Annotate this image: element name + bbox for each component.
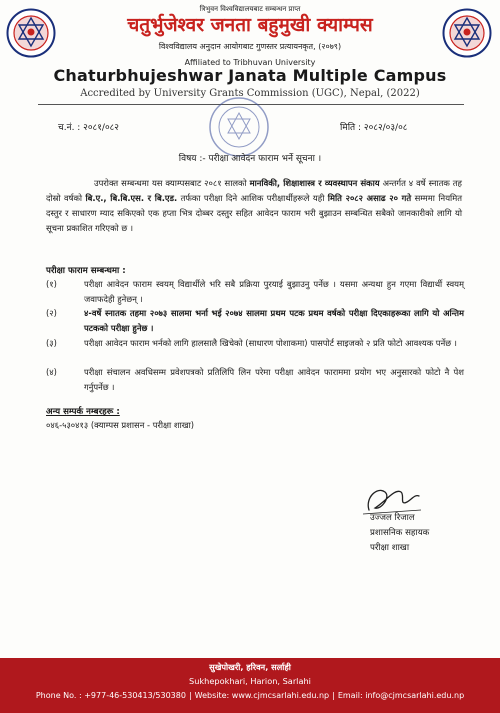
reference-number: च.नं. : २०८१/०८२: [58, 123, 119, 133]
footer-address-ne: सुखेपोखरी, हरिवन, सर्लाही: [209, 662, 291, 672]
list-item-number: (४): [46, 367, 57, 377]
para-text: तर्फका परीक्षा दिने आशिक परीक्षार्थीहरूले यही: [177, 193, 328, 203]
para-text: अन्तर्गत ४ वर्षे स्नातक तह दोस्रो वर्षको: [46, 178, 462, 203]
approval-line: विश्वविद्यालय अनुदान आयोगबाट गुणस्तर प्रत्यायनकृत, (२०७९): [158, 42, 342, 51]
university-emblem-icon: [442, 8, 492, 58]
footer-bar: [0, 658, 500, 713]
signatory-title: प्रशासनिक सहायक: [370, 528, 430, 538]
footer-phone: Phone No. : +977-46-530413/530380: [35, 691, 186, 700]
affiliation-line-ne: त्रिभुवन विश्वविद्यालयबाट सम्बन्धन प्राप्त: [199, 5, 301, 13]
list-item-text: परीक्षा संचालन अवधिसम्म प्रवेशपत्रको प्रतिलिपि लिन परेमा परीक्षा आवेदन फाराममा प्रयोग भए अनुसारको फोटो नै पेश गर्नुपर्नेछ ।: [84, 367, 464, 392]
list-item-text: परीक्षा आवेदन फाराम स्वयम् विद्यार्थीले भरि सबै प्रक्रिया पुरयाई बुझाउनु पर्नेछ । यसमा अन्यथा हुन गएमा विद्यार्थी स्वयम् जवाफदेही हुनेछन् ।: [84, 279, 464, 304]
subject-line: विषय :- परीक्षा आवेदन फाराम भर्ने सूचना ।: [178, 154, 322, 164]
footer-separator: |: [188, 691, 192, 700]
footer-website-link[interactable]: Website: www.cjmcsarlahi.edu.np: [194, 691, 330, 700]
contact-heading: अन्य सम्पर्क नम्बरहरू :: [46, 407, 120, 417]
para-faculties: मानविकी, शिक्षाशास्त्र र व्यवस्थापन संकाय: [249, 178, 380, 188]
accreditation-line: Accredited by University Grants Commission (UGC), Nepal, (2022): [80, 88, 420, 99]
contact-number: ०४६-५३०४१३ (क्याम्पस प्रशासन - परीक्षा शाखा): [46, 420, 195, 430]
list-item-number: (३): [46, 338, 57, 348]
footer-separator: |: [332, 691, 335, 700]
list-item-text: परीक्षा आवेदन फाराम भर्नको लागि हालसालै खिचेको (साधारण पोशाकमा) पासपोर्ट साइजको २ प्रति फोटो आवश्यक पर्नेछ ।: [84, 338, 457, 348]
official-stamp-icon: [208, 96, 270, 158]
list-item-number: (२): [46, 308, 57, 318]
list-item-text: ४-वर्षे स्नातक तहमा २०७३ सालमा भर्ना भई २०७४ सालमा प्रथम पटक प्रथम वर्षको परीक्षा दिएकाहरूका लागि यो अन्तिम पटकको परीक्षा हुनेछ ।: [84, 308, 464, 333]
college-name-ne: चतुर्भुजेश्वर जनता बहुमुखी क्याम्पस: [127, 14, 373, 36]
para-deadline: मिति २०८२ असाढ २० गते: [327, 193, 412, 203]
college-name-en: Chaturbhujeshwar Janata Multiple Campus: [53, 66, 447, 85]
affiliation-line-en: Affiliated to Tribhuvan University: [184, 58, 316, 67]
notice-paragraph: [46, 176, 462, 236]
para-text: सम्ममा नियमित दस्तुर र साधारण म्याद सकिएको एक हप्ता भित्र दोब्बर दस्तुर सहित आवेदन फाराम भरी बुझाउन सम्बन्धित सबैको जानकारीको लागि यो सूचना प्रकाशित गरिएको छ ।: [46, 193, 463, 233]
signatory-name: उज्जल रिजाल: [370, 513, 415, 523]
para-programs: बि.ए., बि.बि.एस. र बि.एड.: [85, 193, 178, 203]
letter-date: मिति : २०८२/०३/०८: [340, 123, 408, 133]
footer-contact-line: [0, 691, 500, 700]
section-heading: परीक्षा फाराम सम्बन्धमा :: [46, 266, 126, 276]
list-item-number: (१): [46, 279, 57, 289]
signatory-department: परीक्षा शाखा: [370, 543, 410, 553]
para-text: उपरोक्त सम्बन्धमा यस क्याम्पसबाट २०८१ सालको: [94, 178, 250, 188]
footer-address-en: Sukhepokhari, Harion, Sarlahi: [189, 676, 311, 686]
footer-email-link[interactable]: Email: info@cjmcsarlahi.edu.np: [337, 691, 465, 700]
